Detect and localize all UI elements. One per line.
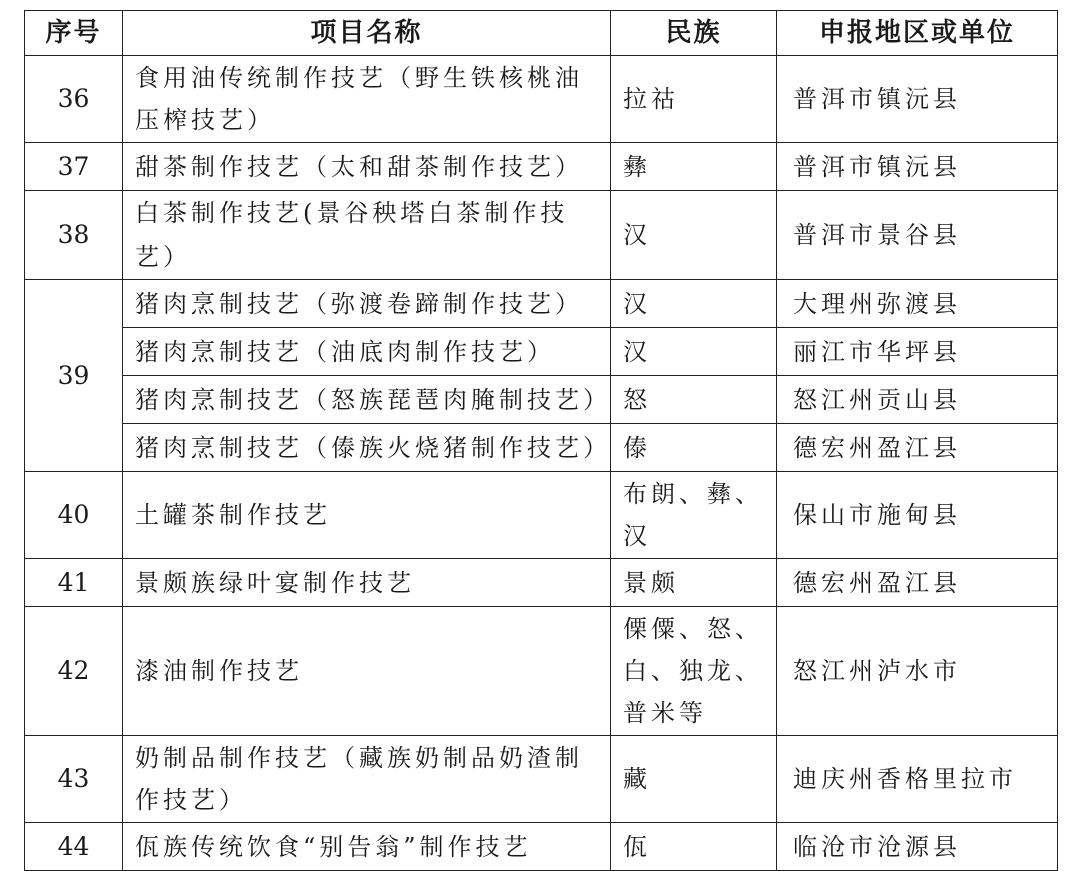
row-region: 迪庆州香格里拉市	[777, 736, 1058, 823]
row-no: 41	[25, 559, 123, 607]
row-name: 猪肉烹制技艺（傣族火烧猪制作技艺）	[123, 424, 611, 472]
row-ethnicity: 佤	[611, 823, 777, 871]
row-ethnicity: 布朗、彝、汉	[611, 472, 777, 559]
row-region: 普洱市镇沅县	[777, 56, 1058, 143]
row-region: 德宏州盈江县	[777, 559, 1058, 607]
row-region: 怒江州贡山县	[777, 376, 1058, 424]
row-region: 丽江市华坪县	[777, 328, 1058, 376]
row-name: 猪肉烹制技艺（油底肉制作技艺）	[123, 328, 611, 376]
table-row	[25, 607, 1058, 736]
row-no: 40	[25, 472, 123, 559]
table-header-row	[25, 11, 1058, 56]
row-ethnicity: 藏	[611, 736, 777, 823]
header-name: 项目名称	[123, 11, 611, 56]
row-name: 甜茶制作技艺（太和甜茶制作技艺）	[123, 143, 611, 191]
row-name: 猪肉烹制技艺（弥渡卷蹄制作技艺）	[123, 280, 611, 328]
row-name: 佤族传统饮食“别告翁”制作技艺	[123, 823, 611, 871]
row-region: 普洱市景谷县	[777, 191, 1058, 280]
row-name: 景颇族绿叶宴制作技艺	[123, 559, 611, 607]
row-region: 普洱市镇沅县	[777, 143, 1058, 191]
row-name: 漆油制作技艺	[123, 607, 611, 736]
row-ethnicity: 怒	[611, 376, 777, 424]
table-row	[25, 736, 1058, 823]
row-region: 保山市施甸县	[777, 472, 1058, 559]
row-no: 39	[25, 280, 123, 472]
table-row	[25, 424, 1058, 472]
heritage-project-table	[24, 10, 1058, 871]
table-row	[25, 823, 1058, 871]
row-ethnicity: 傈僳、怒、白、独龙、普米等	[611, 607, 777, 736]
row-name: 猪肉烹制技艺（怒族琵琶肉腌制技艺）	[123, 376, 611, 424]
header-region: 申报地区或单位	[777, 11, 1058, 56]
row-ethnicity: 景颇	[611, 559, 777, 607]
table-row	[25, 328, 1058, 376]
table-row	[25, 376, 1058, 424]
table-row	[25, 472, 1058, 559]
table-row	[25, 280, 1058, 328]
row-region: 德宏州盈江县	[777, 424, 1058, 472]
row-name: 土罐茶制作技艺	[123, 472, 611, 559]
row-ethnicity: 彝	[611, 143, 777, 191]
table-row	[25, 191, 1058, 280]
row-ethnicity: 汉	[611, 191, 777, 280]
row-region: 怒江州泸水市	[777, 607, 1058, 736]
row-no: 36	[25, 56, 123, 143]
row-no: 42	[25, 607, 123, 736]
row-no: 44	[25, 823, 123, 871]
row-ethnicity: 汉	[611, 280, 777, 328]
row-region: 大理州弥渡县	[777, 280, 1058, 328]
row-ethnicity: 傣	[611, 424, 777, 472]
row-no: 38	[25, 191, 123, 280]
row-no: 43	[25, 736, 123, 823]
row-name: 白茶制作技艺(景谷秧塔白茶制作技艺）	[123, 191, 611, 280]
header-ethnicity: 民族	[611, 11, 777, 56]
row-name: 奶制品制作技艺（藏族奶制品奶渣制作技艺）	[123, 736, 611, 823]
row-ethnicity: 汉	[611, 328, 777, 376]
table-row	[25, 56, 1058, 143]
row-name: 食用油传统制作技艺（野生铁核桃油压榨技艺）	[123, 56, 611, 143]
row-region: 临沧市沧源县	[777, 823, 1058, 871]
header-no: 序号	[25, 11, 123, 56]
table-row	[25, 143, 1058, 191]
row-no: 37	[25, 143, 123, 191]
row-ethnicity: 拉祜	[611, 56, 777, 143]
table-row	[25, 559, 1058, 607]
